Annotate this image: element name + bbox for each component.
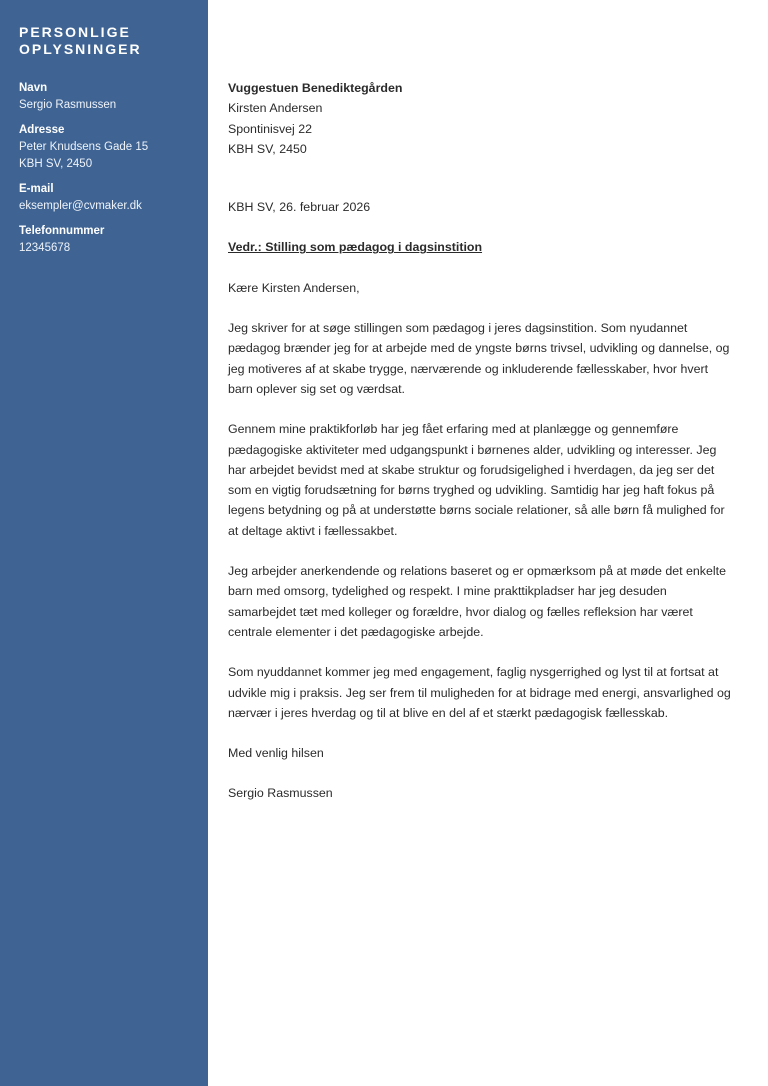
name-block [19,80,198,114]
address-block [19,122,198,173]
recipient-name: Kirsten Andersen [228,101,323,116]
sidebar-heading: PERSONLIGE OPLYSNINGER [19,24,142,57]
letter-signature: Sergio Rasmussen [228,786,333,801]
phone-value: 12345678 [19,242,71,254]
recipient-organization: Vuggestuen Benediktegården [228,81,403,95]
letter-subject: Vedr.: Stilling som pædagog i dagsinstition [228,240,483,255]
name-value: Sergio Rasmussen [19,99,117,111]
recipient-street: Spontinisvej 22 [228,121,313,136]
address-line2: KBH SV, 2450 [19,158,93,170]
recipient-city: KBH SV, 2450 [228,141,307,156]
phone-block [19,223,198,257]
letter-closing: Med venlig hilsen [228,746,324,761]
email-label: E-mail [19,183,54,195]
name-label: Navn [19,82,48,94]
address-label: Adresse [19,124,65,136]
personal-info-sidebar [0,0,208,1086]
cover-letter-body [228,78,733,824]
address-line1: Peter Knudsens Gade 15 [19,141,149,153]
letter-paragraph: Jeg arbejder anerkendende og relations baseret og er opmærksom på at møde det enkelte barn med omsorg, tydelighed og respekt. I mine prakttikpladser har jeg desuden samarbejdet tæt med kolleger og forældre, hvor dialog og fælles refleksion har været centrale elementer i det pædagogiske arbejde. [228,564,726,639]
recipient-address [228,78,733,159]
email-block [19,181,198,215]
letter-date: KBH SV, 26. februar 2026 [228,200,371,215]
letter-paragraph: Som nyuddannet kommer jeg med engagement, faglig nysgerrighed og lyst til at fortsat at udvikle mig i praksis. Jeg ser frem til muligheden for at bidrage med energi, ansvarlighed og nærvær i jeres hverdag og til at blive en del af et stærkt pædagogisk fællesskab. [228,665,731,720]
phone-label: Telefonnummer [19,225,105,237]
letter-paragraph: Jeg skriver for at søge stillingen som pædagog i jeres dagsinstition. Som nyudannet pædagog brænder jeg for at arbejde med de yngste børns trivsel, udvikling og dannelse, og jeg motiveres af at skabe trygge, nærværende og inkluderende fællesskaber, hvor hvert barn oplever sig set og værdsat. [228,321,730,396]
letter-paragraph: Gennem mine praktikforløb har jeg fået erfaring med at planlægge og gennemføre pædagogiske aktiviteter med udgangspunkt i børnenes alder, udvikling og interesser. Jeg har arbejdet bevidst med at skabe struktur og forudsigelighed i hverdagen, da jeg ser det som en vigtig forudsætning for børns tryghed og udvikling. Samtidig har jeg haft fokus på legens betydning og på at understøtte børns sociale relationer, så alle børn få mulighed for at deltage aktivt i fællessakbet. [228,422,725,538]
letter-greeting: Kære Kirsten Andersen, [228,280,360,295]
email-value: eksempler@cvmaker.dk [19,200,142,212]
